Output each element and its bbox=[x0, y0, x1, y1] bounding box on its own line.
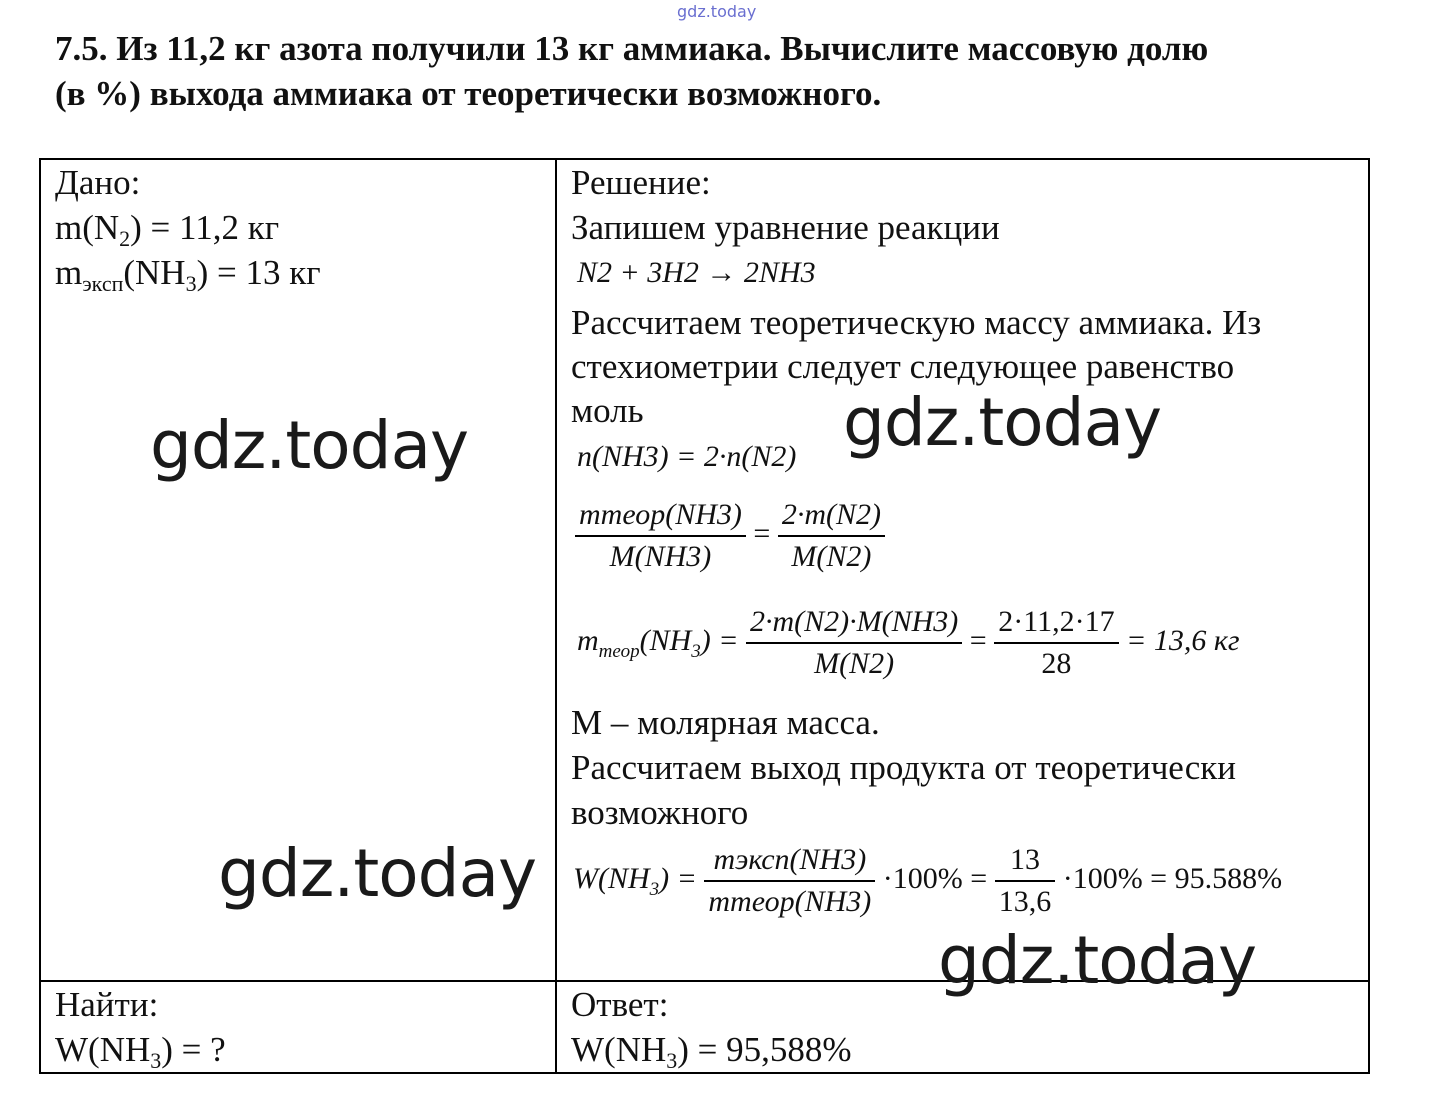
problem-line-1: 7.5. Из 11,2 кг азота получили 13 кг аммиака. Вычислите массовую долю bbox=[55, 29, 1209, 68]
answer-header: Ответ: bbox=[571, 985, 669, 1024]
answer-value: $W(NH_3) = 95,588\%$ bbox=[571, 1030, 852, 1073]
given-item-mass-nh3: $m_{эксп}(NH_3) = 13$ кг bbox=[55, 253, 321, 296]
find-header: Найти: bbox=[55, 985, 159, 1024]
equation-ratio: $\frac{\text{mтеор(NH3)}}{M(NH3)}$ = $\frac{2\cdot m(N2)}{M(N2)}$ bbox=[575, 495, 885, 577]
given-header: Дано: bbox=[55, 163, 141, 202]
solution-step-2-line-3: моль bbox=[571, 391, 644, 430]
solution-step-2-line-2: стехиометрии следует следующее равенство bbox=[571, 347, 1235, 386]
solution-step-1: Запишем уравнение реакции bbox=[571, 208, 1000, 247]
solution-step-3-line-2: возможного bbox=[571, 793, 749, 832]
note-molar-mass: М – молярная масса. bbox=[571, 703, 880, 742]
equation-theoretical-mass: $m_{теор}(NH_3)$ = $\frac{2\cdot m(N2)\cdot M(NH3)}{M(N2)}$ = $\frac{2\cdot 11,2\cdot 17}{28}$ = 13,6 кг bbox=[577, 602, 1240, 684]
reaction-equation: N2 + 3H2 → 2NH3 bbox=[577, 256, 816, 289]
given-item-mass-n2: $m(N_2) = 11,2$ кг bbox=[55, 208, 280, 251]
solution-step-2-line-1: Рассчитаем теоретическую массу аммиака. Из bbox=[571, 303, 1262, 342]
watermark-top: gdz.today bbox=[677, 2, 757, 21]
watermark: gdz.today bbox=[218, 835, 537, 912]
watermark: gdz.today bbox=[150, 407, 469, 484]
solution-header: Решение: bbox=[571, 163, 711, 202]
equation-moles: n(NH3) = 2·n(N2) bbox=[577, 440, 797, 473]
watermark: gdz.today bbox=[938, 922, 1257, 999]
equation-yield: $W(NH_3)$ = $\frac{\text{mэксп(NH3)}}{\text{mтеор(NH3)}}$ ·100% = $\frac{13}{13,6}$ ·100% = 95.588% bbox=[573, 840, 1282, 922]
problem-statement bbox=[55, 26, 1375, 116]
watermark: gdz.today bbox=[843, 384, 1162, 461]
find-item: $W(NH_3)$ = ? bbox=[55, 1030, 226, 1073]
problem-line-2: (в %) выхода аммиака от теоретически возможного. bbox=[55, 74, 882, 113]
solution-step-3-line-1: Рассчитаем выход продукта от теоретически bbox=[571, 748, 1236, 787]
